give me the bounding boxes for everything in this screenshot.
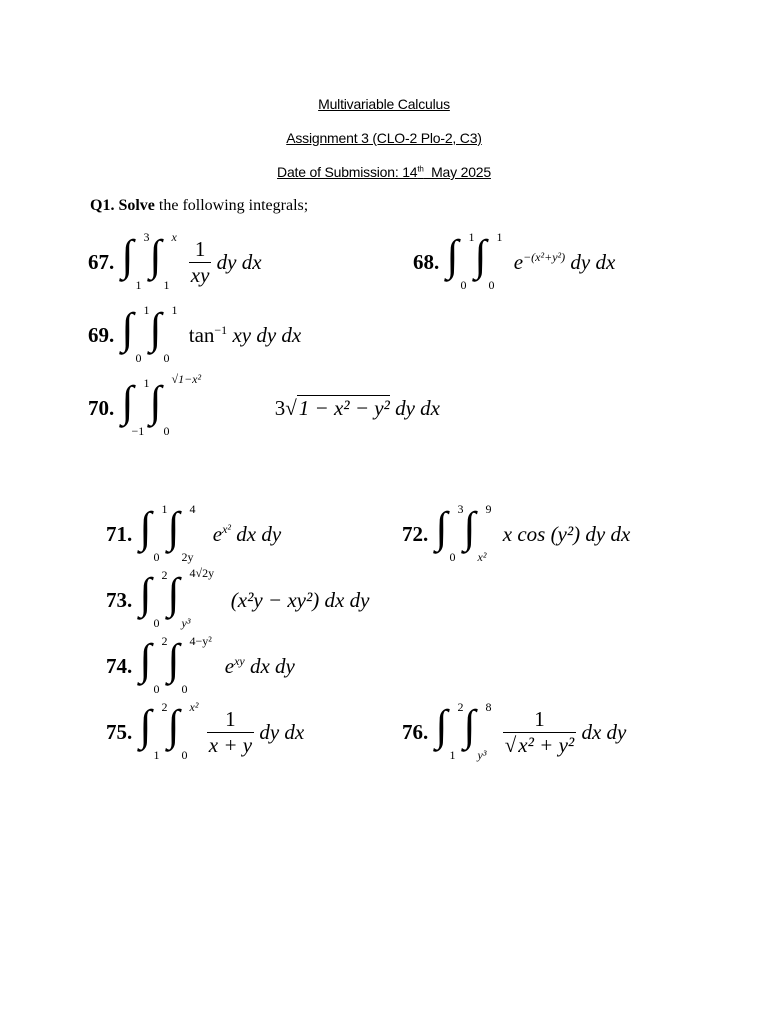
double-integral: ∫ 2 0 ∫ 4−y² 0: [139, 634, 212, 696]
problem-number: 75.: [106, 719, 133, 744]
problem-number: 68.: [413, 249, 440, 274]
problem-75: [106, 702, 304, 762]
problem-67: [88, 232, 262, 292]
inner-lower-limit: y³: [477, 748, 487, 762]
outer-upper-limit: 2: [161, 700, 168, 714]
outer-lower-limit: 0: [449, 550, 456, 564]
question-prompt: [90, 197, 308, 215]
problem-72: [402, 504, 630, 564]
integrand: $e^{-(x^2+y^2)}$ dy dx: [513, 249, 616, 274]
numerator: 1: [189, 237, 212, 263]
outer-upper-limit: 3: [143, 230, 150, 244]
problem-number: 73.: [106, 587, 133, 612]
integrand: $e^{xy}$ dx dy: [224, 653, 295, 678]
integrand: $e^{x^2}$ dx dy: [212, 521, 282, 546]
question-text: the following integrals;: [154, 197, 309, 214]
problem-71: [106, 504, 281, 564]
problem-70: [88, 372, 441, 438]
outer-lower-limit: 0: [460, 278, 467, 292]
integrand: $\tan^{-1}$ xy dy dx: [188, 322, 302, 347]
outer-lower-limit: 1: [153, 748, 160, 762]
differentials: dx dy: [581, 719, 627, 744]
outer-lower-limit: 0: [135, 351, 142, 365]
outer-upper-limit: 2: [161, 634, 168, 648]
double-integral: ∫ 1 0 ∫ 4 2y: [139, 502, 196, 564]
outer-upper-limit: 1: [143, 303, 150, 317]
problem-number: 71.: [106, 521, 133, 546]
outer-lower-limit: 0: [153, 550, 160, 564]
integrand: 3√1 − x² − y² dy dx: [274, 395, 441, 420]
outer-lower-limit: −1: [131, 424, 145, 438]
integrand-fraction: [189, 237, 212, 288]
outer-lower-limit: 0: [153, 682, 160, 696]
inner-upper-limit: 1: [496, 230, 503, 244]
double-integral: ∫ 3 1 ∫ x 1: [121, 230, 177, 292]
problem-74: [106, 636, 295, 696]
integrand-fraction: [503, 707, 576, 758]
differentials: dy dx: [216, 249, 262, 274]
differentials: dy dx: [259, 719, 305, 744]
assignment-title: Assignment 3 (CLO-2 Plo-2, C3): [286, 130, 482, 146]
denominator: x + y: [208, 732, 253, 757]
double-integral: ∫ 2 1 ∫ x² 0: [139, 700, 199, 762]
problem-73: [106, 566, 370, 630]
inner-lower-limit: y³: [181, 616, 191, 630]
double-integral: ∫ 3 0 ∫ 9 x²: [435, 502, 492, 564]
inner-upper-limit: 1: [171, 303, 178, 317]
inner-upper-limit: 4−y²: [189, 634, 212, 648]
problem-number: 69.: [88, 322, 115, 347]
inner-lower-limit: 0: [181, 748, 188, 762]
inner-lower-limit: 0: [163, 424, 170, 438]
problem-number: 72.: [402, 521, 429, 546]
inner-lower-limit: 0: [163, 351, 170, 365]
question-label: Q1. Solve: [90, 197, 155, 214]
integrand: (x²y − xy²) dx dy: [230, 587, 370, 612]
double-integral: ∫ 1 0 ∫ 1 0: [121, 303, 178, 365]
inner-upper-limit: 4: [189, 502, 196, 516]
double-integral: ∫ 1 −1 ∫ √1−x² 0: [121, 372, 202, 438]
inner-lower-limit: 2y: [181, 550, 194, 564]
problem-number: 74.: [106, 653, 133, 678]
course-title: Multivariable Calculus: [318, 96, 450, 112]
inner-upper-limit: 9: [485, 502, 492, 516]
submission-date: [0, 164, 768, 180]
outer-upper-limit: 1: [143, 376, 150, 390]
outer-upper-limit: 1: [161, 502, 168, 516]
double-integral: ∫ 2 0 ∫ 4√2y y³: [139, 566, 215, 630]
integrand-fraction: [207, 707, 254, 758]
problem-69: [88, 305, 301, 365]
inner-lower-limit: x²: [477, 550, 487, 564]
problem-number: 70.: [88, 395, 115, 420]
outer-upper-limit: 2: [161, 568, 168, 582]
inner-upper-limit: 4√2y: [189, 566, 215, 580]
inner-upper-limit: x²: [189, 700, 199, 714]
inner-lower-limit: 0: [488, 278, 495, 292]
inner-upper-limit: 8: [485, 700, 492, 714]
problem-68: [413, 232, 615, 292]
problem-number: 76.: [402, 719, 429, 744]
outer-upper-limit: 2: [457, 700, 464, 714]
inner-upper-limit: x: [171, 230, 177, 244]
double-integral: ∫ 2 1 ∫ 8 y³: [435, 700, 492, 762]
outer-upper-limit: 3: [457, 502, 464, 516]
outer-lower-limit: 1: [135, 278, 142, 292]
inner-upper-limit: √1−x²: [171, 372, 202, 386]
inner-lower-limit: 0: [181, 682, 188, 696]
outer-upper-limit: 1: [468, 230, 475, 244]
denominator: xy: [190, 262, 210, 287]
outer-lower-limit: 1: [449, 748, 456, 762]
inner-lower-limit: 1: [163, 278, 170, 292]
date-prefix: Date of Submission: 14: [277, 164, 418, 180]
numerator: 1: [503, 707, 576, 733]
double-integral: ∫ 1 0 ∫ 1 0: [446, 230, 503, 292]
date-suffix: May 2025: [423, 164, 491, 180]
problem-number: 67.: [88, 249, 115, 274]
integrand: x cos (y²) dy dx: [502, 521, 631, 546]
denominator: √x² + y²: [504, 732, 575, 757]
problem-76: [402, 702, 626, 762]
date-sup: th: [417, 164, 424, 174]
numerator: 1: [207, 707, 254, 733]
outer-lower-limit: 0: [153, 616, 160, 630]
